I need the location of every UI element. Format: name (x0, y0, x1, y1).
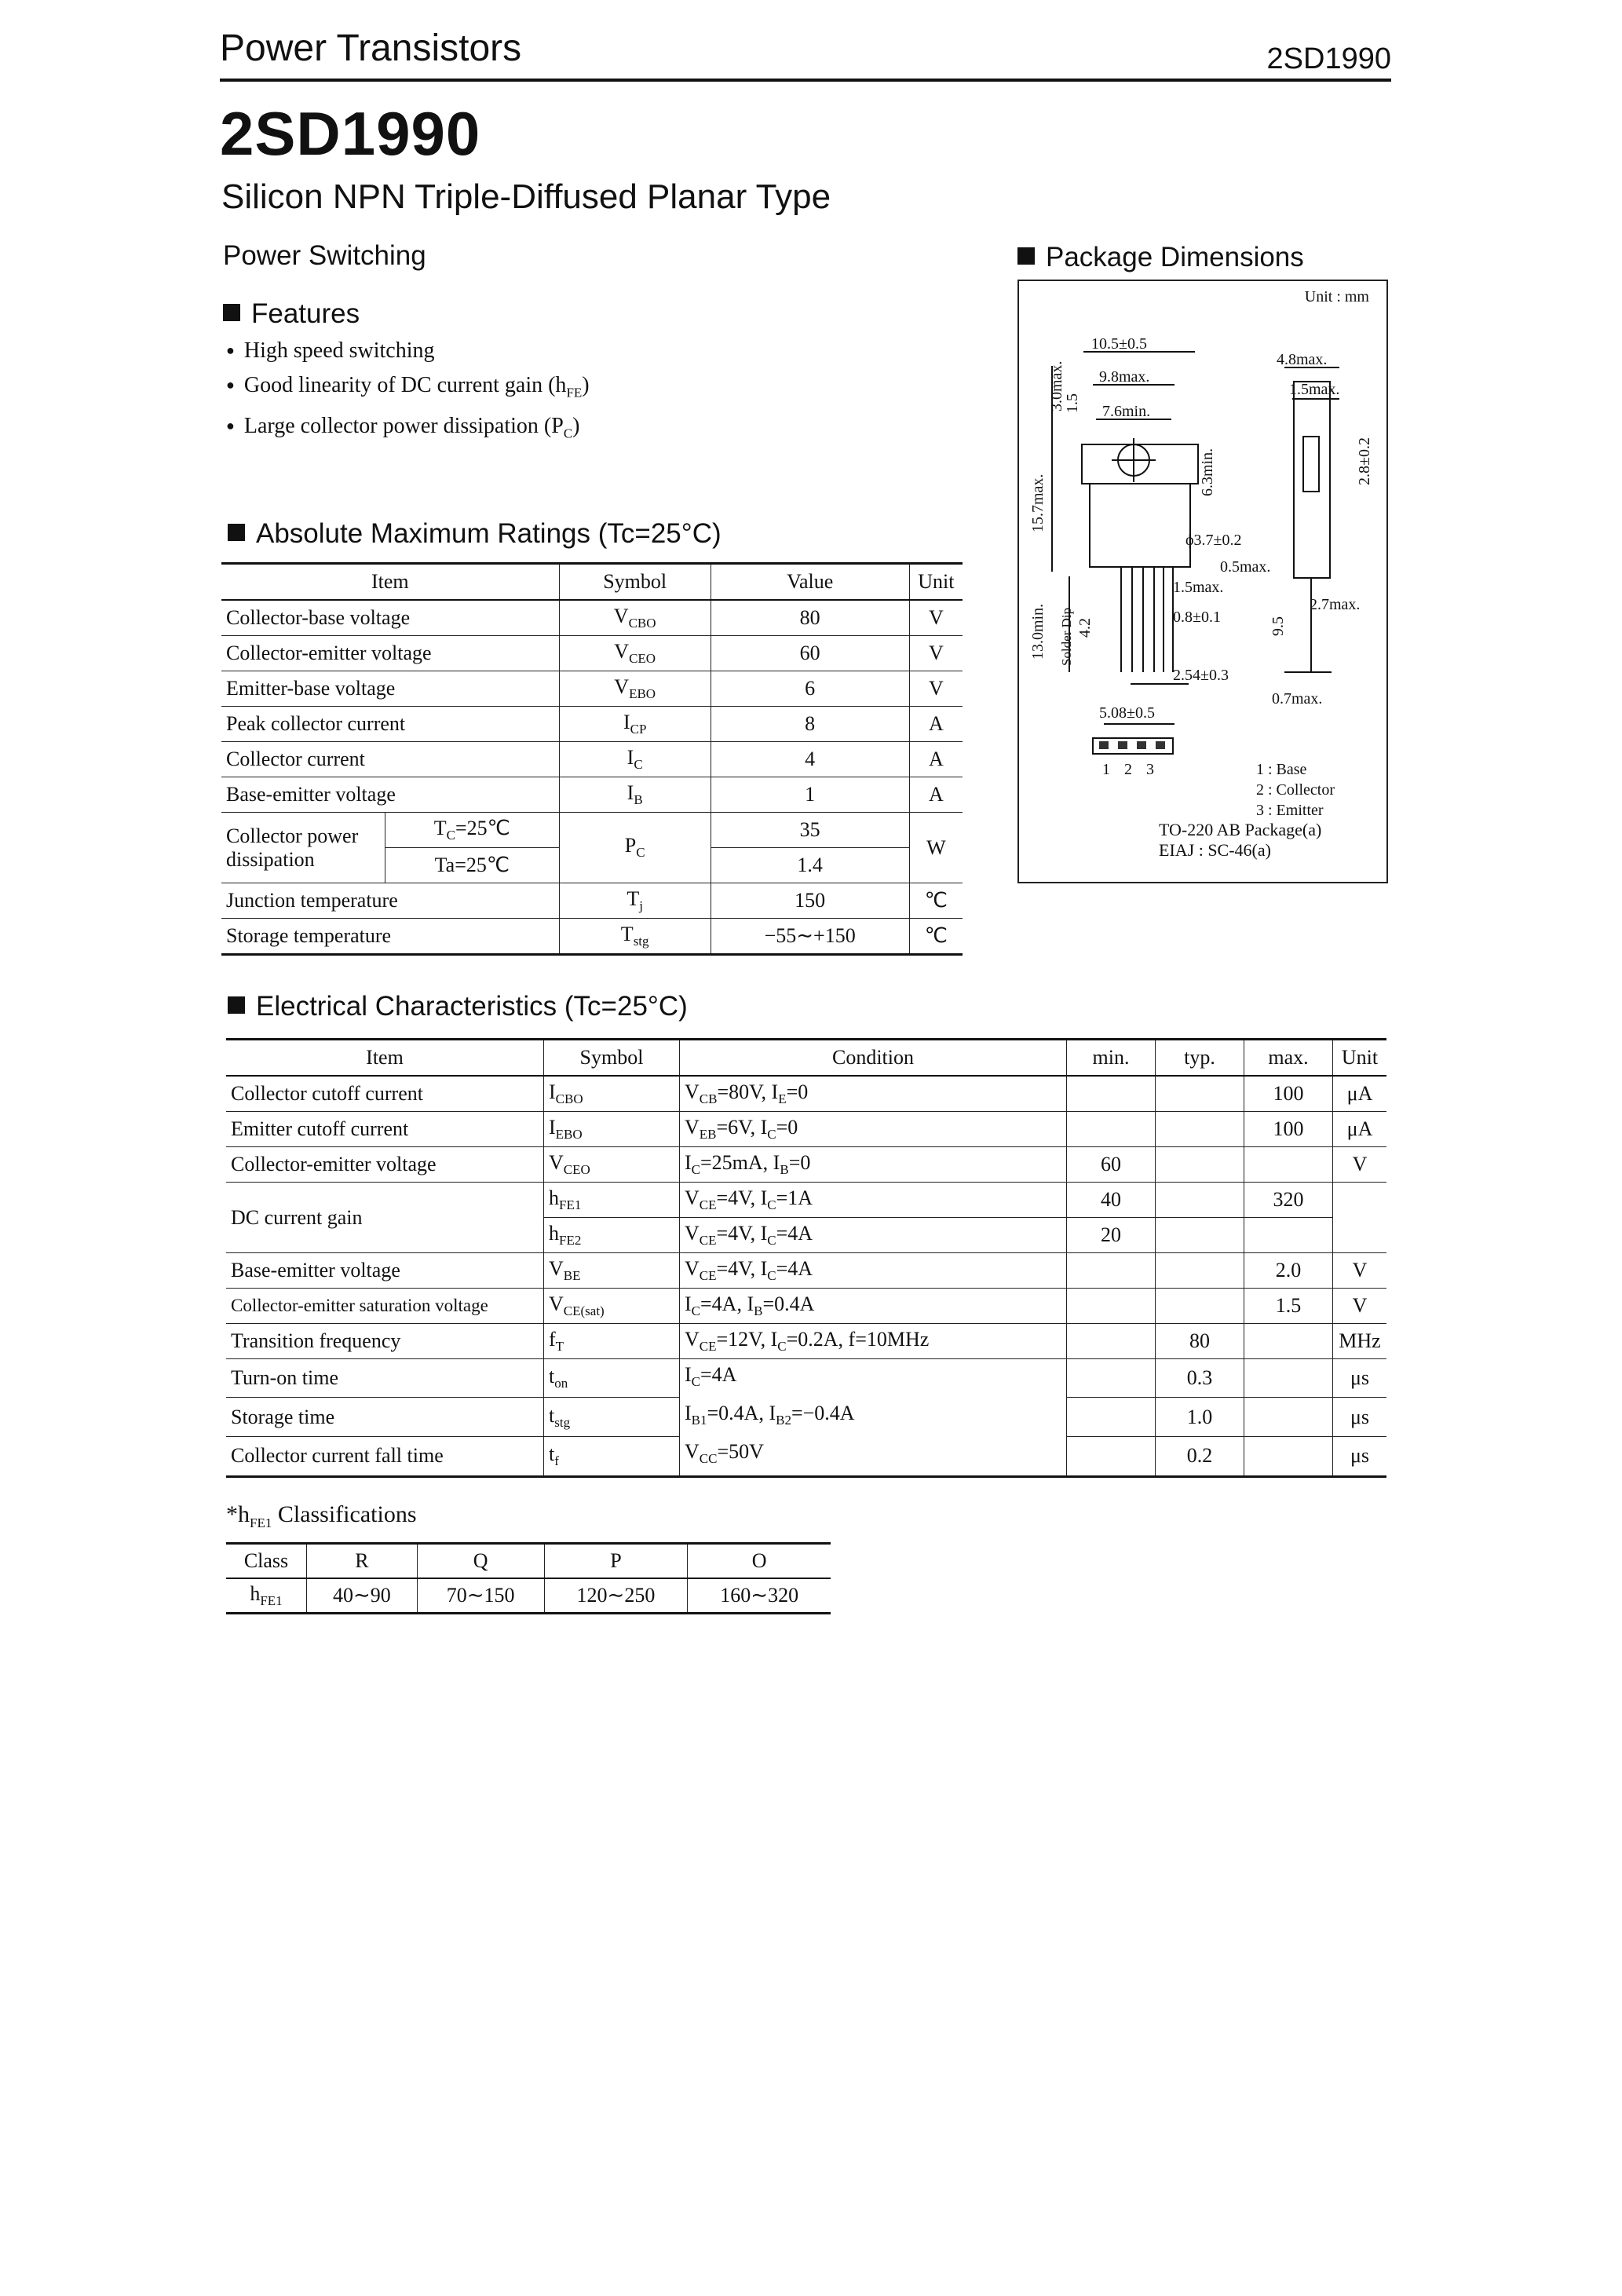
table-row: Peak collector current $I_{CP}$ 8 A (221, 707, 963, 742)
dim-span: 5.08±0.5 (1099, 704, 1155, 722)
dim-h4: 6.3min. (1199, 448, 1216, 496)
pin-legend-3: 3 : Emitter (1256, 802, 1324, 819)
dim-lead-t: 0.5max. (1220, 558, 1271, 576)
package-eiaj: EIAJ : SC-46(a) (1159, 840, 1271, 860)
table-row: Base-emitter voltage $I_B$ 1 A (221, 777, 963, 813)
table-row: Storage time $t_{stg}$ 1.0 μs (226, 1398, 1386, 1436)
application: Power Switching (223, 240, 426, 271)
dim-hole: ϕ3.7±0.2 (1185, 532, 1242, 549)
dim-side4: 0.7max. (1272, 690, 1323, 707)
table-row: Collector current $I_C$ 4 A (221, 742, 963, 777)
pin-3: 3 (1146, 761, 1154, 778)
table-row: Transition frequency $f_T$ $V_{CE}=12V$, $I_C=0.2A$, f=10MHz 80 MHz (226, 1324, 1386, 1359)
table-header-row: Class R Q P O (226, 1544, 831, 1579)
dim-h3: 15.7max. (1029, 473, 1047, 532)
dim-side2: 2.7max. (1310, 596, 1361, 613)
abs-max-table (221, 562, 963, 956)
table-row: Base-emitter voltage $V_{BE}$ $V_{CE}=4V$, $I_C=4A$ 2.0 V (226, 1253, 1386, 1289)
table-header-row: Item Symbol Value Unit (221, 564, 963, 601)
table-row: DC current gain $h_{FE1}$ $V_{CE}=4V$, $I_C=1A$ 40 320 (226, 1183, 1386, 1218)
dim-lead-w2: 0.8±0.1 (1173, 609, 1221, 626)
table-row: Collector-emitter voltage $V_{CEO}$ 60 V (221, 636, 963, 671)
features-list (226, 335, 590, 450)
hfe-heading: $*h_{FE1}$ Classifications (226, 1501, 417, 1530)
abs-max-heading: Absolute Maximum Ratings (Tc=25°C) (228, 518, 721, 550)
hfe-table (226, 1542, 831, 1614)
dim-pitch: 2.54±0.3 (1173, 667, 1229, 684)
feature-item: ● High speed switching (226, 335, 590, 369)
table-row: $h_{FE1}$ 40∼90 70∼150 120∼250 160∼320 (226, 1578, 831, 1614)
table-row: Collector-emitter saturation voltage $V_{CE(sat)}$ $I_C=4A$, $I_B=0.4A$ 1.5 V (226, 1289, 1386, 1324)
square-bullet-icon (228, 524, 245, 541)
table-row: Collector-emitter voltage $V_{CEO}$ $I_C=25mA$, $I_B=0$ 60 V (226, 1147, 1386, 1183)
feature-item: ● Good linearity of DC current gain $(h_{FE})$ (226, 369, 590, 410)
pin-legend-2: 2 : Collector (1256, 781, 1335, 799)
table-row: Emitter-base voltage $V_{EBO}$ 6 V (221, 671, 963, 707)
features-heading: Features (223, 298, 360, 330)
dim-thick2: 1.5max. (1289, 381, 1340, 398)
dim-h6: 4.2 (1076, 618, 1094, 638)
dim-h2: 1.5 (1064, 393, 1081, 413)
table-row: Emitter cutoff current $I_{EBO}$ $V_{EB}=6V$, $I_C=0$ 100 μA (226, 1112, 1386, 1147)
pin-2: 2 (1124, 761, 1132, 778)
dim-h1: 3.0max. (1048, 360, 1065, 411)
package-name: TO-220 AB Package(a) (1159, 820, 1322, 839)
pkg-unit: Unit : mm (1304, 288, 1369, 305)
table-row: Junction temperature $T_j$ 150 ℃ (221, 883, 963, 919)
table-row: $h_{FE2}$ $V_{CE}=4V$, $I_C=4A$ 20 (226, 1218, 1386, 1253)
table-row: Turn-on time $t_{on}$ $I_C=4A$ $I_{B1}=0.4A$, $I_{B2}=-0.4A$ $V_{CC}=50V$ 0.3 μs (226, 1359, 1386, 1398)
pin-1: 1 (1102, 761, 1110, 778)
table-row: Collector-base voltage $V_{CBO}$ 80 V (221, 600, 963, 636)
dim-thick: 4.8max. (1277, 351, 1328, 368)
subtitle: Silicon NPN Triple-Diffused Planar Type (221, 177, 831, 216)
dim-side1: 2.8±0.2 (1356, 437, 1373, 485)
elec-heading: Electrical Characteristics (Tc=25°C) (228, 991, 688, 1022)
package-drawing (1017, 280, 1386, 882)
elec-table (226, 1038, 1386, 1478)
dim-width3: 7.6min. (1102, 403, 1151, 420)
square-bullet-icon (223, 304, 240, 321)
square-bullet-icon (228, 996, 245, 1014)
header-part-ref: 2SD1990 (1266, 42, 1391, 75)
dim-h5: 13.0min. (1029, 603, 1047, 660)
square-bullet-icon (1017, 247, 1035, 265)
dim-lead-w: 1.5max. (1173, 579, 1224, 596)
table-header-row: Item Symbol Condition min. typ. max. Unit (226, 1040, 1386, 1077)
dim-width2: 9.8max. (1099, 368, 1150, 386)
feature-item: ● Large collector power dissipation $(P_C)$ (226, 410, 590, 451)
dim-width: 10.5±0.5 (1091, 335, 1147, 353)
header-rule (220, 79, 1391, 82)
table-row: Storage temperature $T_{stg}$ −55∼+150 ℃ (221, 919, 963, 955)
table-row: Collector power dissipation $T_C=25℃$ $P_C$ 35 W (221, 813, 963, 848)
part-number: 2SD1990 (220, 99, 481, 168)
package-heading: Package Dimensions (1017, 242, 1304, 273)
table-row: Collector cutoff current $I_{CBO}$ $V_{CB}=80V$, $I_E=0$ 100 μA (226, 1076, 1386, 1112)
dim-solder: Solder Dip (1059, 607, 1074, 666)
table-row: Ta=25℃ 1.4 (221, 848, 963, 883)
table-row: Collector current fall time $t_f$ 0.2 μs (226, 1436, 1386, 1476)
header-category: Power Transistors (220, 27, 522, 69)
pin-legend-1: 1 : Base (1256, 761, 1307, 778)
dim-side3: 9.5 (1269, 616, 1287, 636)
